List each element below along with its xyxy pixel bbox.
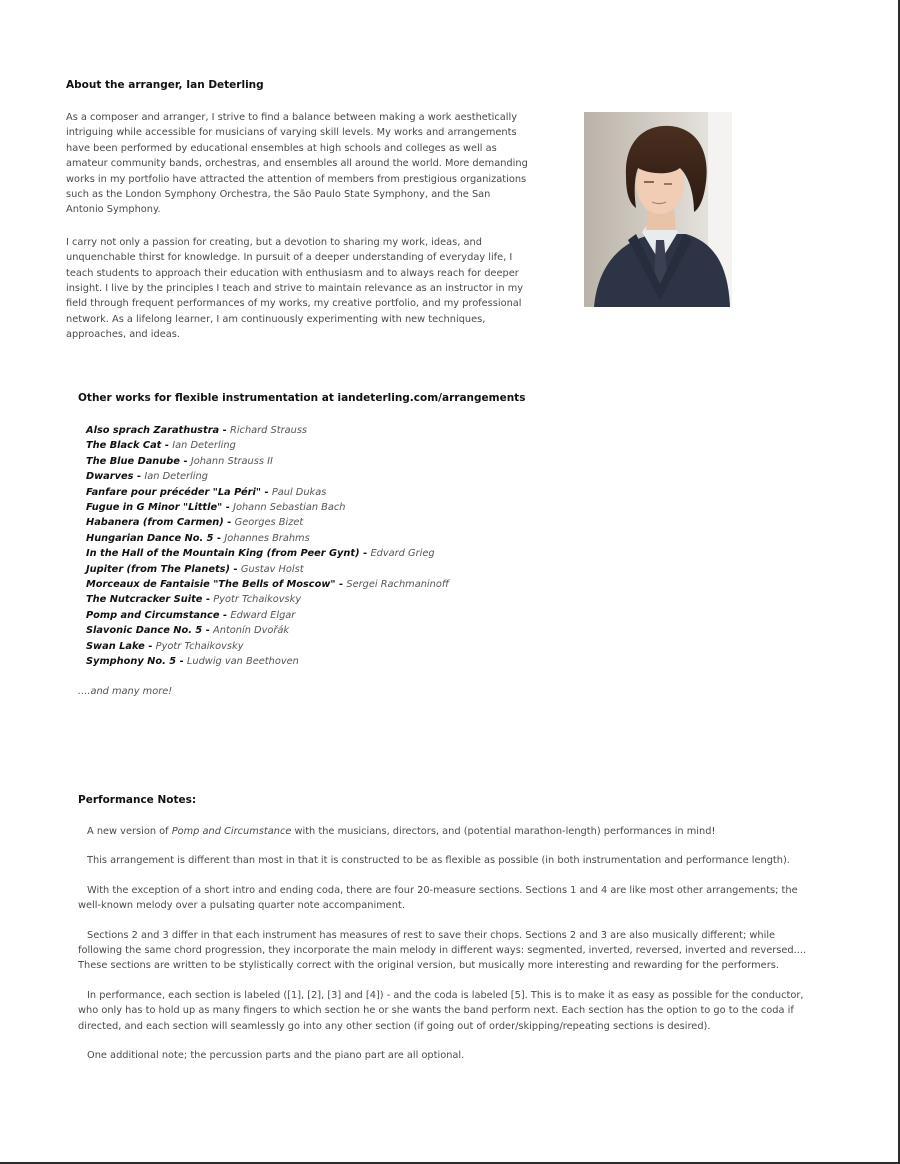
work-title: Hungarian Dance No. 5 bbox=[86, 532, 214, 544]
work-separator: - bbox=[219, 609, 231, 621]
performance-paragraph: Sections 2 and 3 differ in that each instrument has measures of rest to save their chops. Sections 2 and 3 are also musically different; while following the same chord progression, they incorporate the main melody in different ways: segmented, inverted, reversed, inverted and reversed.... These sections are written to be stylistically correct with the original version, but musically more interesting and rewarding for the performers. bbox=[78, 929, 807, 972]
work-separator: - bbox=[179, 455, 191, 467]
work-title: Pomp and Circumstance bbox=[86, 609, 220, 621]
work-separator: - bbox=[260, 486, 272, 498]
work-composer: Paul Dukas bbox=[271, 486, 327, 498]
work-title: Habanera (from Carmen) bbox=[86, 517, 224, 529]
work-composer: Georges Bizet bbox=[234, 517, 304, 529]
work-title: The Blue Danube bbox=[86, 455, 180, 467]
work-separator: - bbox=[222, 502, 234, 514]
performance-intro bbox=[78, 824, 822, 839]
work-title: The Black Cat bbox=[86, 440, 162, 452]
work-composer: Johannes Brahms bbox=[224, 532, 310, 544]
work-separator: - bbox=[213, 532, 225, 544]
work-list-item bbox=[86, 515, 449, 530]
work-title: Also sprach Zarathustra bbox=[86, 425, 220, 436]
work-separator: - bbox=[144, 640, 156, 652]
work-list-item bbox=[86, 485, 449, 500]
arranger-portrait bbox=[584, 112, 732, 307]
work-list-item bbox=[86, 577, 449, 592]
work-separator: - bbox=[202, 594, 214, 606]
work-separator: - bbox=[133, 471, 145, 483]
work-separator: - bbox=[223, 517, 235, 529]
work-title: The Nutcracker Suite bbox=[86, 594, 203, 606]
work-composer: Edward Elgar bbox=[230, 609, 296, 621]
work-list-item bbox=[86, 592, 449, 607]
work-title: Symphony No. 5 bbox=[86, 656, 177, 668]
work-title: Jupiter (from The Planets) bbox=[86, 563, 230, 575]
work-title: Fugue in G Minor "Little" bbox=[86, 502, 223, 514]
more-works-note: ....and many more! bbox=[78, 686, 173, 697]
work-composer: Pyotr Tchaikovsky bbox=[155, 640, 244, 652]
other-works-list bbox=[86, 423, 449, 670]
work-composer: Johann Strauss II bbox=[190, 455, 273, 467]
work-composer: Sergei Rachmaninoff bbox=[346, 579, 449, 591]
intro-text-before: A new version of bbox=[87, 826, 172, 837]
work-title: Fanfare pour précéder "La Péri" bbox=[86, 486, 261, 498]
work-composer: Pyotr Tchaikovsky bbox=[213, 594, 302, 606]
work-list-item bbox=[86, 623, 449, 638]
work-list-item bbox=[86, 531, 449, 546]
work-composer: Edvard Grieg bbox=[370, 548, 435, 560]
work-list-item bbox=[86, 454, 449, 469]
work-title: Swan Lake bbox=[86, 640, 145, 652]
work-separator: - bbox=[176, 656, 187, 668]
work-list-item bbox=[86, 438, 449, 453]
work-composer: Gustav Holst bbox=[240, 563, 304, 575]
work-list-item bbox=[86, 546, 449, 561]
work-separator: - bbox=[202, 625, 214, 637]
work-separator: - bbox=[335, 579, 347, 591]
work-composer: Ludwig van Beethoven bbox=[186, 656, 299, 668]
work-list-item bbox=[86, 608, 449, 623]
work-list-item bbox=[86, 654, 449, 669]
intro-work-title: Pomp and Circumstance bbox=[171, 826, 292, 837]
work-separator: - bbox=[219, 425, 231, 436]
work-title: Morceaux de Fantaisie "The Bells of Moscow" bbox=[86, 579, 336, 591]
work-separator: - bbox=[229, 563, 241, 575]
work-title: Slavonic Dance No. 5 bbox=[86, 625, 203, 637]
work-composer: Ian Deterling bbox=[172, 440, 236, 452]
performance-paragraph: With the exception of a short intro and ending coda, there are four 20-measure sections. Sections 1 and 4 are like most other arrangements; the well-known melody over a pulsating quarter note accompaniment. bbox=[78, 884, 798, 912]
work-separator: - bbox=[161, 440, 173, 452]
performance-paragraph: One additional note; the percussion parts and the piano part are all optional. bbox=[87, 1050, 465, 1062]
intro-text-after: with the musicians, directors, and (potential marathon-length) performances in mind! bbox=[291, 826, 716, 837]
arranger-bio bbox=[66, 110, 528, 360]
bio-paragraph: I carry not only a passion for creating, but a devotion to sharing my work, ideas, and unquenchable thirst for knowledge. In pursuit of a deeper understanding of everyday life, I teach students to approach their education with enthusiasm and to always reach for deeper insight. I live by the principles I teach and strive to maintain relevance as an instructor in my field through frequent performances of my works, my creative portfolio, and my professional network. As a lifelong learner, I am continuously experimenting with new techniques, approaches, and ideas. bbox=[66, 236, 524, 341]
performance-notes-heading: Performance Notes: bbox=[78, 794, 197, 806]
work-composer: Ian Deterling bbox=[144, 471, 208, 483]
performance-paragraph: In performance, each section is labeled ([1], [2], [3] and [4]) - and the coda is labeled [5]. This is to make it as easy as possible for the conductor, who only has to hold up as many fingers to which section he or she wants the band perform next. Each section has the option to go to the coda if directed, and each section will seamlessly go into any other section (if going out of order/skipping/repeating sections is desired). bbox=[78, 989, 804, 1032]
work-separator: - bbox=[359, 548, 371, 560]
performance-paragraph: This arrangement is different than most in that it is constructed to be as flexible as possible (in both instrumentation and performance length). bbox=[87, 855, 790, 867]
work-list-item bbox=[86, 469, 449, 484]
bio-paragraph: As a composer and arranger, I strive to find a balance between making a work aesthetically intriguing while accessible for musicians of varying skill levels. My works and arrangements have been performed by educational ensembles at high schools and colleges as well as amateur community bands, orchestras, and ensembles all around the world. More demanding works in my portfolio have attracted the attention of members from prestigious organizations such as the London Symphony Orchestra, the São Paulo State Symphony, and the San Antonio Symphony. bbox=[66, 112, 528, 216]
other-works-heading: Other works for flexible instrumentation at iandeterling.com/arrangements bbox=[78, 392, 526, 404]
performance-notes bbox=[78, 824, 822, 1077]
work-list-item bbox=[86, 423, 449, 438]
work-composer: Richard Strauss bbox=[230, 425, 308, 436]
about-heading: About the arranger, Ian Deterling bbox=[66, 79, 264, 91]
work-list-item bbox=[86, 562, 449, 577]
work-list-item bbox=[86, 639, 449, 654]
work-composer: Antonín Dvořák bbox=[213, 625, 290, 637]
work-list-item bbox=[86, 500, 449, 515]
portrait-illustration bbox=[584, 112, 732, 307]
work-title: Dwarves bbox=[86, 471, 134, 483]
work-title: In the Hall of the Mountain King (from Peer Gynt) bbox=[86, 548, 360, 560]
work-composer: Johann Sebastian Bach bbox=[233, 502, 346, 514]
